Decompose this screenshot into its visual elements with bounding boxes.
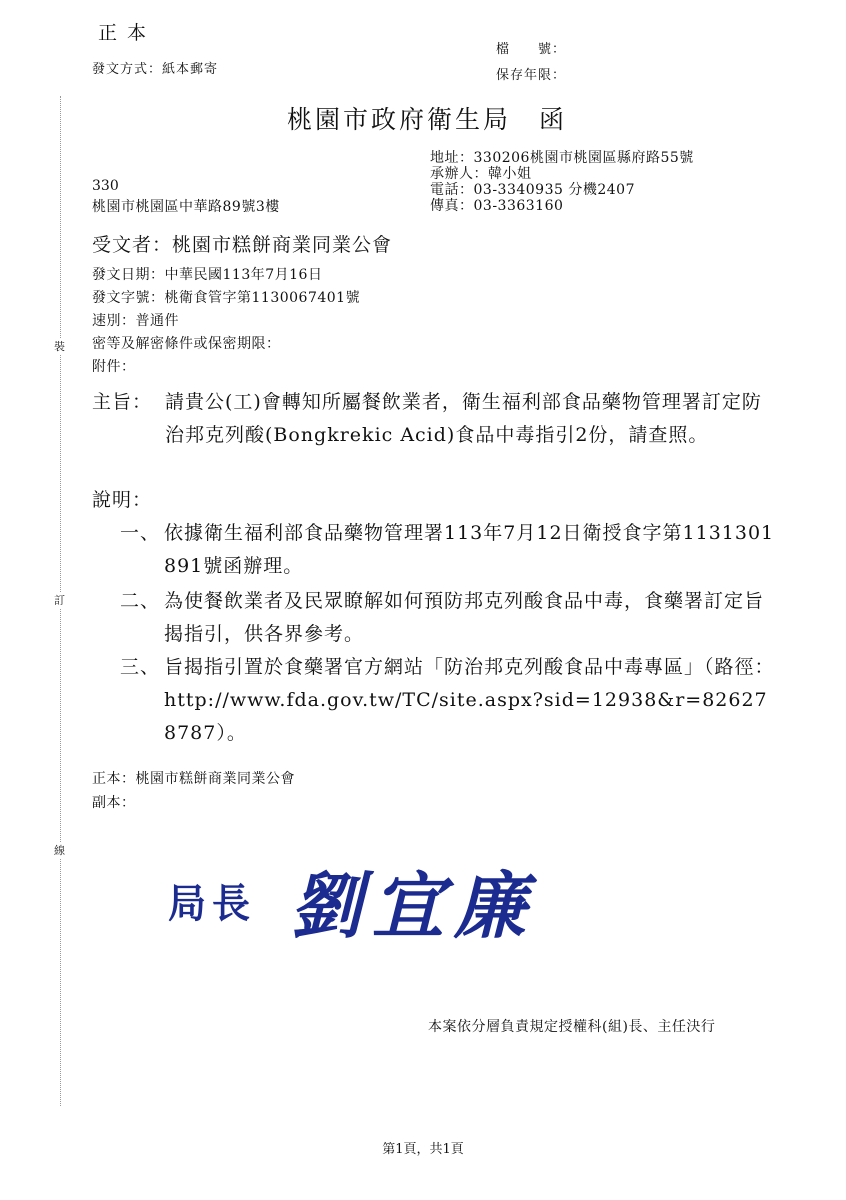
signature-title: 局長 [168,879,257,927]
item-text: 依據衛生福利部食品藥物管理署113年7月12日衛授食字第1131301891號函辦理。 [164,522,775,577]
binding-mark-zhuang: 裝 [54,340,65,353]
item-text: 為使餐飲業者及民眾瞭解如何預防邦克列酸食品中毒，食藥署訂定旨揭指引，供各界參考。 [164,590,765,645]
sender-info [430,150,694,214]
recipient: 受文者：桃園市糕餅商業同業公會 [92,234,393,256]
issue-date: 發文日期：中華民國113年7月16日 [92,267,323,283]
speed-class: 速別：普通件 [92,313,179,329]
binding-mark-xian: 線 [54,844,65,857]
recipient-address: 桃園市桃園區中華路89號3樓 [92,199,280,215]
item-number: 二、 [120,590,161,612]
sender-phone: 電話：03-3340935 分機2407 [430,182,635,198]
retention-label: 保存年限： [496,68,567,83]
subject-text: 請貴公(工)會轉知所屬餐飲業者，衛生福利部食品藥物管理署訂定防治邦克列酸(Bongkrekic Acid)食品中毒指引2份，請查照。 [165,391,762,446]
doc-number: 發文字號：桃衛食管字第1130067401號 [92,290,361,306]
secrecy: 密等及解密條件或保密期限： [92,336,281,352]
explanation-label: 說明： [92,489,153,511]
file-number-label: 檔 號： [496,42,567,57]
original-recipient: 正本：桃園市糕餅商業同業公會 [92,771,295,787]
item-number: 三、 [120,656,161,678]
signature-name: 劉宜廉 [290,863,537,948]
document-meta [92,264,360,379]
copy-type: 正本 [98,22,157,44]
sender-contact: 承辦人：韓小姐 [430,166,532,182]
document-title: 桃園市政府衛生局 函 [286,105,567,134]
attachments: 附件： [92,359,136,375]
sender-fax: 傳真：03-3363160 [430,198,564,214]
authorization-note: 本案依分層負責規定授權科(組)長、主任決行 [428,1019,716,1035]
recipient-zip: 330 [92,178,119,194]
subject-label: 主旨： [92,391,153,413]
delivery-method: 發文方式：紙本郵寄 [92,62,219,77]
sender-address: 地址：330206桃園市桃園區縣府路55號 [430,150,694,166]
item-text: 旨揭指引置於食藥署官方網站「防治邦克列酸食品中毒專區」（路徑：http://www.fda.gov.tw/TC/site.aspx?sid=12938&r=826278787）。 [164,656,775,744]
copy-recipient: 副本： [92,795,136,811]
binding-mark-ding: 訂 [54,594,65,607]
page-number: 第1頁，共1頁 [382,1142,464,1157]
item-number: 一、 [120,522,161,544]
